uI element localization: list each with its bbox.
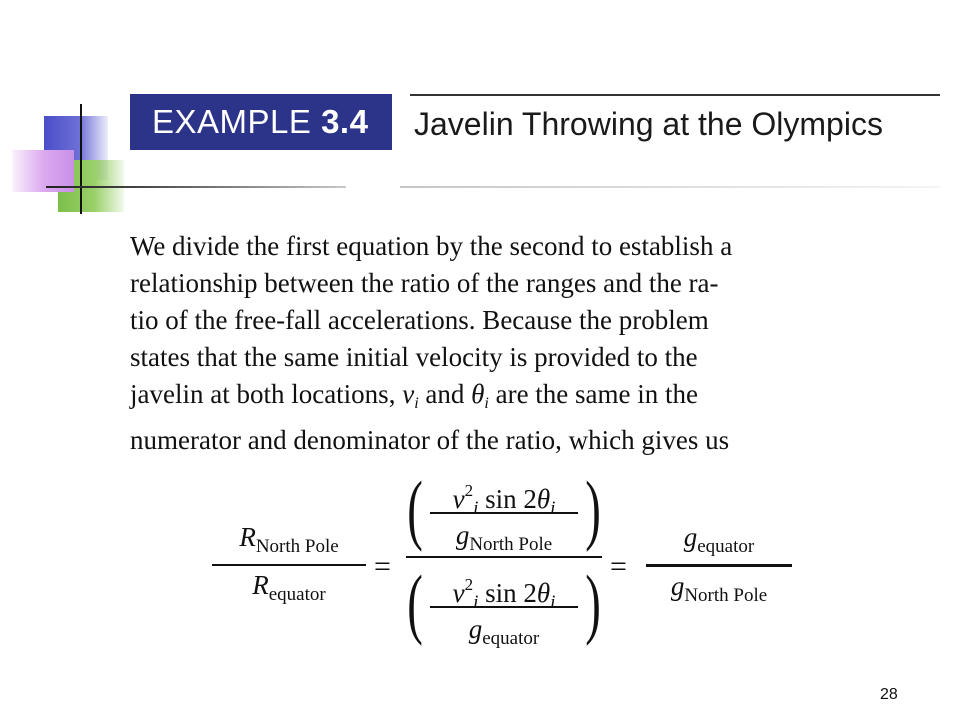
v-scripts [464, 481, 479, 519]
ratio-equation [200, 465, 820, 650]
range-ratio-numerator [212, 522, 366, 560]
gravity-ratio-denominator [646, 571, 792, 609]
paragraph-line-3: tio of the free-fall accelerations. Because the problem [130, 305, 709, 335]
inner-numerator [430, 474, 578, 519]
fraction-bar [646, 564, 792, 567]
right-paren: ) [585, 559, 601, 646]
equator-subscript: equator [482, 628, 540, 649]
sin-term: sin 2 [485, 578, 537, 608]
equator-subscript: equator [697, 536, 755, 557]
range-ratio-denominator [212, 570, 366, 608]
g-symbol: g [455, 520, 470, 550]
example-badge-number: 3.4 [321, 103, 369, 140]
velocity-symbol [402, 379, 419, 412]
i-subscript: i [473, 592, 479, 613]
range-ratio-fraction [212, 522, 366, 608]
decor-vertical-line [80, 104, 82, 214]
i-subscript: i [473, 498, 479, 519]
equals-sign-2: = [610, 550, 627, 583]
r-symbol: R [239, 522, 256, 552]
page-number: 28 [880, 686, 898, 703]
velocity-subscript: i [414, 395, 419, 412]
velocity-letter: v [402, 379, 415, 409]
left-paren: ( [407, 559, 423, 646]
paragraph-line-4: states that the same initial velocity is provided to the [130, 342, 698, 372]
compound-numerator [406, 465, 602, 555]
gravity-ratio-fraction [646, 522, 792, 609]
square-exponent: 2 [464, 481, 474, 500]
compound-denominator [406, 559, 602, 649]
paragraph-line-5 [130, 376, 870, 422]
sin-term: sin 2 [485, 484, 537, 514]
left-paren: ( [407, 465, 423, 552]
decor-horizontal-line [46, 186, 346, 188]
compound-fraction-bar [406, 556, 602, 558]
theta-subscript: i [484, 395, 489, 412]
v-scripts [464, 575, 479, 613]
inner-denominator [430, 518, 578, 555]
north-pole-subscript: North Pole [469, 534, 553, 555]
paragraph-line-5-start: javelin at both locations, [130, 379, 396, 409]
paragraph-and: and [425, 379, 465, 409]
heading-bottom-rule [400, 186, 940, 188]
i-subscript: i [550, 498, 556, 519]
paragraph-line-1: We divide the first equation by the second to establish a [130, 231, 733, 261]
g-symbol: g [468, 614, 483, 644]
theta-symbol: θ [536, 578, 551, 608]
square-exponent: 2 [464, 575, 474, 594]
theta-symbol [471, 379, 489, 412]
gravity-ratio-numerator [646, 522, 792, 560]
v-symbol: v [452, 578, 465, 608]
inner-fraction-top [430, 474, 578, 555]
heading-top-rule [410, 94, 940, 96]
compound-fraction [406, 465, 602, 649]
example-badge-prefix: EXAMPLE [152, 103, 312, 140]
paragraph-line-6: numerator and denominator of the ratio, which gives us [130, 425, 730, 455]
body-paragraph [130, 228, 870, 459]
g-symbol: g [670, 571, 685, 601]
example-badge [130, 94, 392, 150]
theta-letter: θ [471, 379, 485, 409]
g-symbol: g [683, 522, 698, 552]
theta-symbol: θ [536, 484, 551, 514]
equator-subscript: equator [268, 584, 326, 605]
paragraph-line-5-end: are the same in the [495, 379, 699, 409]
fraction-bar [212, 564, 366, 566]
inner-denominator [430, 612, 578, 649]
inner-fraction-bottom [430, 568, 578, 649]
north-pole-subscript: North Pole [684, 585, 768, 606]
north-pole-subscript: North Pole [255, 536, 339, 557]
inner-numerator [430, 568, 578, 613]
i-subscript: i [550, 592, 556, 613]
equals-sign-1: = [374, 550, 391, 583]
v-symbol: v [452, 484, 465, 514]
example-heading: Javelin Throwing at the Olympics [414, 106, 883, 142]
paragraph-line-2: relationship between the ratio of the ranges and the ra- [130, 268, 719, 298]
r-symbol: R [252, 570, 269, 600]
right-paren: ) [585, 465, 601, 552]
